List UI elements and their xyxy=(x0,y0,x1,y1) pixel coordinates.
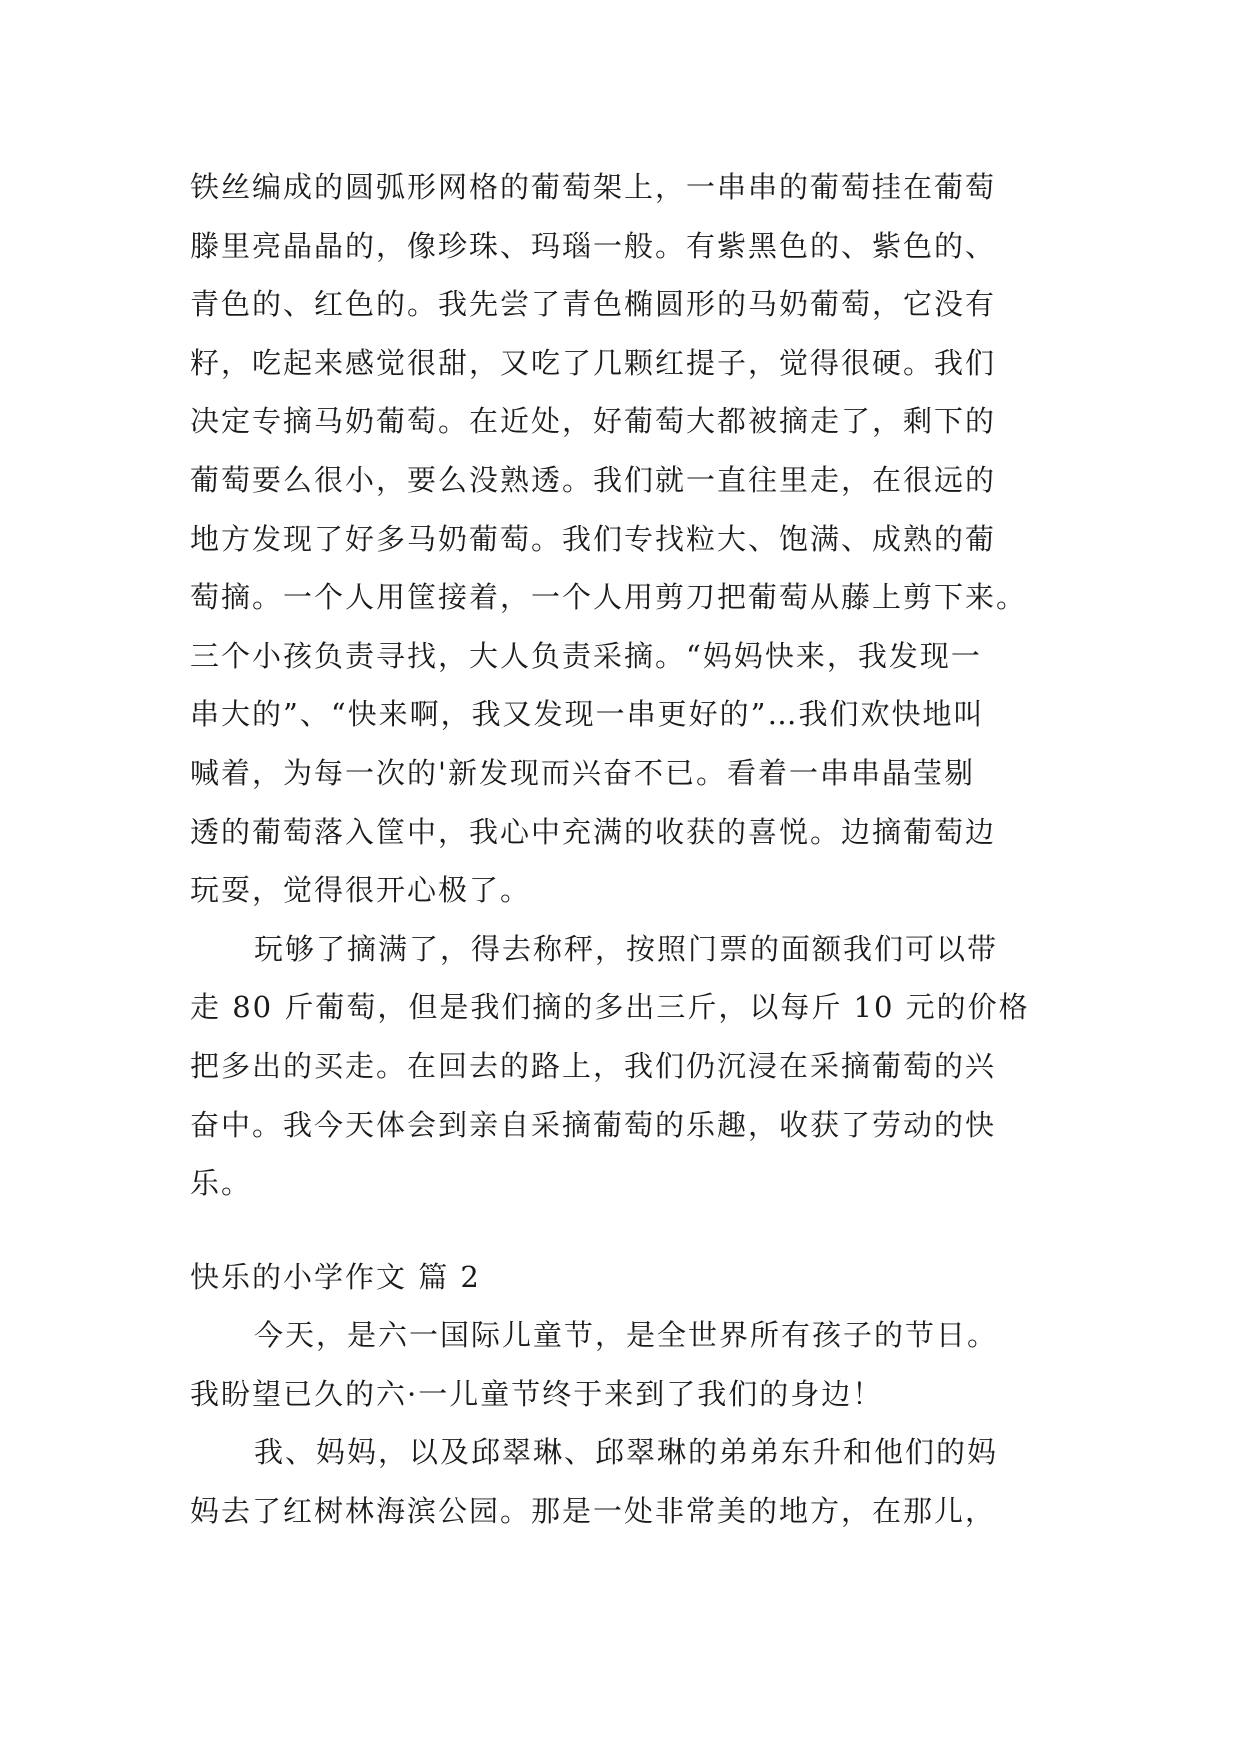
article-2-paragraph-2 xyxy=(190,1423,1050,1540)
text-line: 透的葡萄落入筐中，我心中充满的收获的喜悦。边摘葡萄边 xyxy=(190,814,997,849)
text-line: 葡萄要么很小，要么没熟透。我们就一直往里走，在很远的 xyxy=(190,462,997,497)
text-line: 萄摘。一个人用筐接着，一个人用剪刀把葡萄从藤上剪下来。 xyxy=(190,580,1028,615)
article-1-paragraph-1 xyxy=(190,158,1050,920)
text-line: 地方发现了好多马奶葡萄。我们专找粒大、饱满、成熟的葡 xyxy=(190,521,997,556)
text-line: 滕里亮晶晶的，像珍珠、玛瑙一般。有紫黑色的、紫色的、 xyxy=(190,228,997,263)
article-2-paragraph-1 xyxy=(190,1306,1050,1423)
article-2-heading: 快乐的小学作文 篇 2 xyxy=(190,1260,481,1294)
text-line: 玩够了摘满了，得去称秤，按照门票的面额我们可以带 xyxy=(254,931,999,966)
text-line: 串大的”、“快来啊，我又发现一串更好的”…我们欢快地叫 xyxy=(190,697,985,732)
text-line: 我盼望已久的六·一儿童节终于来到了我们的身边！ xyxy=(190,1376,884,1411)
text-line: 决定专摘马奶葡萄。在近处，好葡萄大都被摘走了，剩下的 xyxy=(190,404,997,439)
text-line: 籽，吃起来感觉很甜，又吃了几颗红提子，觉得很硬。我们 xyxy=(190,345,997,380)
text-line: 我、妈妈，以及邱翠琳、邱翠琳的弟弟东升和他们的妈 xyxy=(254,1435,999,1470)
article-1-body xyxy=(190,158,1050,1213)
text-line: 走 80 斤葡萄，但是我们摘的多出三斤，以每斤 10 元的价格 xyxy=(190,990,1030,1025)
text-line: 铁丝编成的圆弧形网格的葡萄架上，一串串的葡萄挂在葡萄 xyxy=(190,170,997,204)
text-line: 今天，是六一国际儿童节，是全世界所有孩子的节日。 xyxy=(254,1318,999,1352)
text-line: 喊着，为每一次的'新发现而兴奋不已。看着一串串晶莹剔 xyxy=(190,755,975,790)
text-line: 奋中。我今天体会到亲自采摘葡萄的乐趣，收获了劳动的快 xyxy=(190,1107,997,1142)
text-line: 妈去了红树林海滨公园。那是一处非常美的地方，在那儿， xyxy=(190,1493,997,1528)
text-line: 青色的、红色的。我先尝了青色椭圆形的马奶葡萄，它没有 xyxy=(190,287,997,322)
text-line: 把多出的买走。在回去的路上，我们仍沉浸在采摘葡萄的兴 xyxy=(190,1048,997,1083)
text-line: 三个小孩负责寻找，大人负责采摘。“妈妈快来，我发现一 xyxy=(190,638,982,673)
text-line: 玩耍，觉得很开心极了。 xyxy=(190,873,532,908)
article-2-body xyxy=(190,1306,1050,1540)
article-1-paragraph-2 xyxy=(190,920,1050,1213)
text-line: 乐。 xyxy=(190,1166,253,1201)
